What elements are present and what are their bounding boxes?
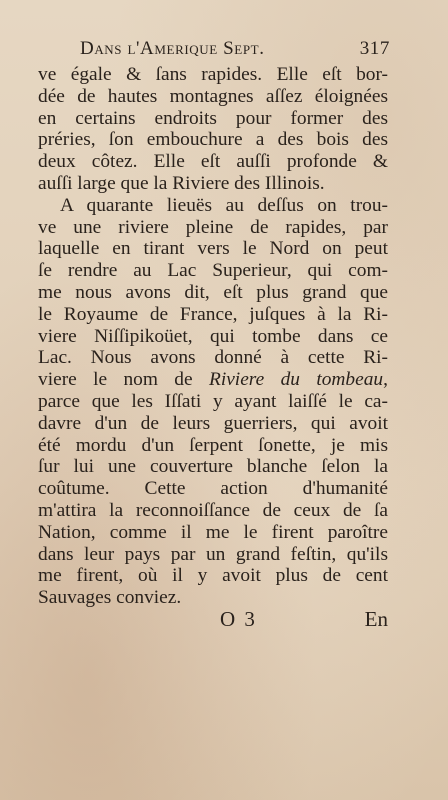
text-line: ve une riviere pleine de rapides, par: [38, 216, 388, 238]
text-line: auſſi large que la Riviere des Illinois.: [38, 172, 325, 194]
text-line: laquelle en tirant vers le Nord on peut: [38, 238, 388, 260]
text-line: ſe rendre au Lac Superieur, qui com-: [38, 260, 388, 282]
catchword: En: [364, 607, 388, 631]
text-line: Sauvages conviez.: [38, 587, 182, 609]
text-line: ſur lui une couverture blanche ſelon la: [38, 456, 388, 478]
text-line: coûtume. Cette action d'humanité: [38, 478, 388, 500]
body-text: [38, 64, 388, 609]
page-number: 317: [359, 38, 390, 59]
text-line: parce que les Iſſati y ayant laiſſé le ca-: [38, 390, 388, 412]
text-line: dans leur pays par un grand feſtin, qu'ils: [38, 543, 388, 565]
text-line: deux côtez. Elle eſt auſſi profonde &: [38, 151, 388, 173]
running-head: [80, 38, 390, 64]
text-line: m'attira la reconnoiſſance de ceux de ſa: [38, 499, 388, 521]
text-line: le Royaume de France, juſques à la Ri-: [38, 303, 388, 325]
text-line: dée de hautes montagnes aſſez éloignées: [38, 85, 388, 107]
line-segment: ,: [383, 369, 388, 391]
line-segment: viere le nom de: [38, 369, 209, 391]
running-head-title: Dans l'Amerique Sept.: [80, 38, 265, 59]
text-line: ve égale & ſans rapides. Elle eſt bor-: [38, 64, 388, 85]
text-line: me nous avons dit, eſt plus grand que: [38, 281, 388, 303]
text-line: davre d'un de leurs guerriers, qui avoit: [38, 412, 388, 434]
text-line: préries, ſon embouchure a des bois des: [38, 129, 388, 151]
text-line: en certains endroits pour former des: [38, 107, 388, 129]
italic-river-name: Riviere du tombeau: [208, 369, 384, 391]
text-line: viere Niſſipikoüet, qui tombe dans ce: [38, 325, 388, 347]
text-line: Nation, comme il me le firent paroître: [38, 521, 388, 543]
text-line: A quarante lieuës au deſſus on trou-: [60, 194, 388, 216]
signature-mark: O 3: [220, 607, 257, 631]
text-line: été mordu d'un ſerpent ſonette, je mis: [38, 434, 388, 456]
text-line: me firent, où il y avoit plus de cent: [38, 565, 388, 587]
text-line: Lac. Nous avons donné à cette Ri-: [38, 347, 388, 369]
page-footer: [38, 607, 388, 635]
text-line-with-italic: [38, 369, 388, 391]
